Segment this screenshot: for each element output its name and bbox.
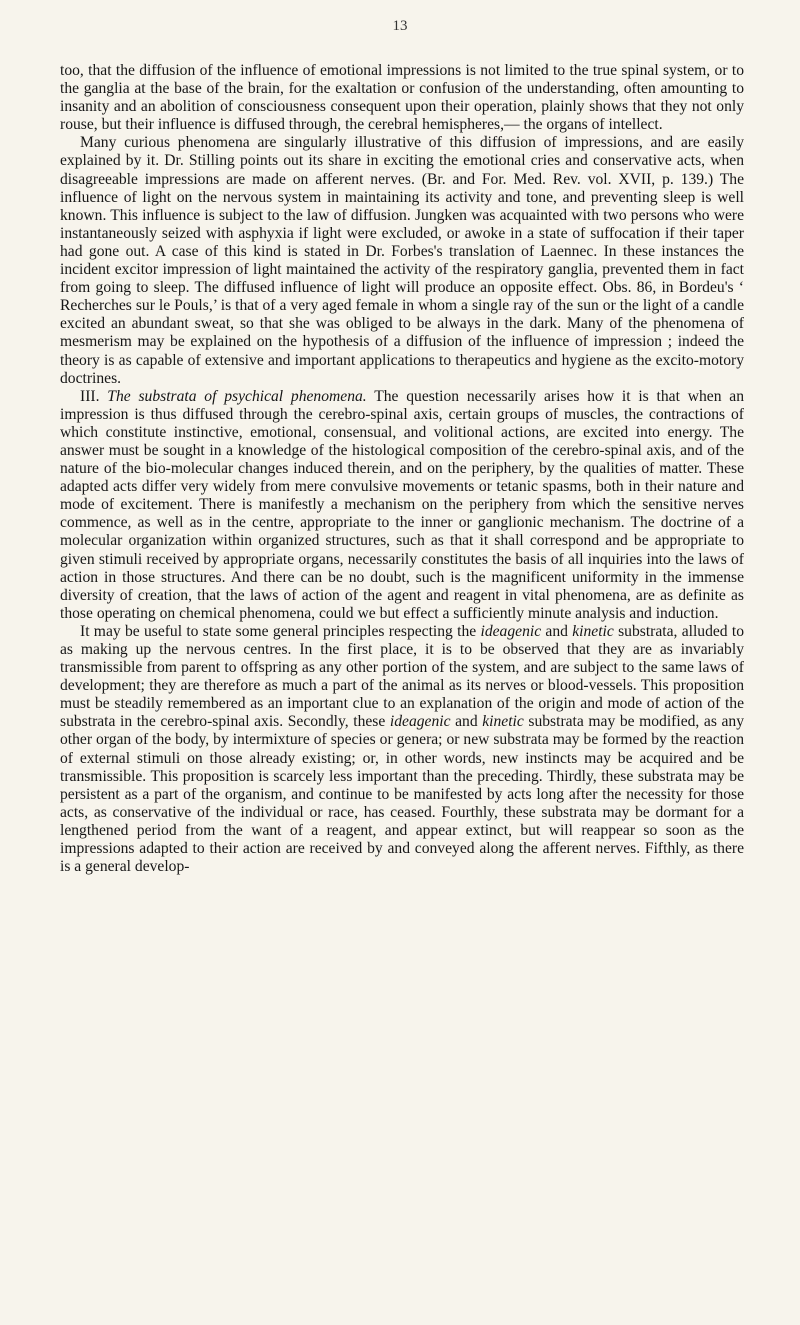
paragraph-4-part-2: and xyxy=(545,622,568,640)
paragraph-4-part-1: It may be useful to state some general principles respecting the xyxy=(80,622,477,640)
paragraph-4-part-3: substrata, alluded to as making up the nervous centres. In the first place, it is to be observed that they are as invariably transmissible from parent to offspring as any other portion of the system, and are subject to the same laws of development; they are therefore as much a part of the animal as its nerves or blood-vessels. This proposition must be steadily remembered as an important clue to an explanation of the origin and mode of action of the substrata in the cerebro-spinal axis. Secondly, these xyxy=(60,622,745,731)
paragraph-1-text: too, that the diffusion of the influence of emotional impressions is not limited to the true spinal system, or to the ganglia at the base of the brain, for the exaltation or confusion of the understanding, often amounting to insanity and an abolition of consciousness consequent upon their operation, plainly shows that they not only rouse, but their influence is diffused through, the cerebral hemispheres,— the organs of intellect. xyxy=(60,62,744,134)
term-kinetic: kinetic xyxy=(572,622,614,640)
paragraph-2-text: Many curious phenomena are singularly illustrative of this diffusion of impressions, and are easily explained by it. Dr. Stilling points out its share in exciting the emotional cries and conservative acts, when disagreeable impressions are made on afferent nerves. (Br. and For. Med. Rev. vol. XVII, p. 139.) The influence of light on the nervous system in maintaining its activity and tone, and preventing sleep is well known. This influence is subject to the law of diffusion. Jungken was acquainted with two persons who were instantaneously seized with asphyxia if light were excluded, or awoke in a state of suffocation if their taper had gone out. A case of this kind is stated in Dr. Forbes's translation of Laennec. In these instances the incident excitor impression of light maintained the activity of the respiratory ganglia, prevented them in fact from going to sleep. The diffused influence of light will produce an opposite effect. Obs. 86, in Bordeu's ‘ Recherches sur le Pouls,’ is that of a very aged female in whom a single ray of the sun or the light of a candle excited an abundant sweat, so that she was obliged to be always in the dark. Many of the phenomena of mesmerism may be explained on the hypothesis of a diffusion of the influence of impression ; indeed the theory is as capable of extensive and important applications to therapeutics and hygiene as the excito-motory doctrines. xyxy=(60,134,744,387)
term-ideagenic-second: ideagenic xyxy=(389,713,451,731)
paragraph-2 xyxy=(60,134,744,387)
paragraph-4-part-4: and xyxy=(455,713,478,731)
body-text xyxy=(60,62,744,876)
paragraph-4-part-5: substrata may be modified, as any other organ of the body, by intermixture of species or genera; or new substrata may be formed by the reaction of external stimuli on those already existing; or, in other words, new instincts may be acquired and be transmissible. This proposition is scarcely less important than the preceding. Thirdly, these substrata may be persistent as a part of the organism, and continue to be manifested by acts long after the necessity for those acts, as conservative of the individual or race, has ceased. Fourthly, these substrata may be dormant for a lengthened period from the want of a reagent, and appear extinct, but will reappear so soon as the impressions adapted to their action are received by and conveyed along the afferent nerves. Fifthly, as there is a general develop- xyxy=(60,713,744,876)
paragraph-1 xyxy=(60,62,744,134)
paragraph-3 xyxy=(60,388,744,623)
section-title: The substrata of psychical phenomena. xyxy=(107,387,367,405)
term-ideagenic: ideagenic xyxy=(480,622,542,640)
paragraph-4 xyxy=(60,623,744,876)
paragraph-3-text: The question necessarily arises how it is that when an impression is thus diffused through the cerebro-spinal axis, certain groups of muscles, the contractions of which constitute instinctive, emotional, consensual, and volitional actions, are excited into energy. The answer must be sought in a knowledge of the histological composition of the cerebro-spinal axis, and of the nature of the bio-molecular changes induced therein, and on the periphery, by the qualities of matter. These adapted acts differ very widely from mere convulsive movements or tetanic spasms, both in their nature and mode of excitement. There is manifestly a mechanism on the periphery from which the sensitive nerves commence, as well as in the centre, appropriate to the inner or ganglionic mechanism. The doctrine of a molecular organization within organized structures, such as that it shall correspond and be appropriate to given stimuli received by appropriate organs, necessarily constitutes the basis of all inquiries into the laws of action in those structures. And there can be no doubt, such is the magnificent uniformity in the immense diversity of creation, that the laws of action of the agent and reagent in vital phenomena, are as definite as those operating on chemical phenomena, could we but effect a sufficiently minute analysis and induction. xyxy=(60,387,745,622)
term-kinetic-second: kinetic xyxy=(482,713,524,731)
section-numeral: III. xyxy=(80,387,100,405)
page-number: 13 xyxy=(392,18,408,34)
